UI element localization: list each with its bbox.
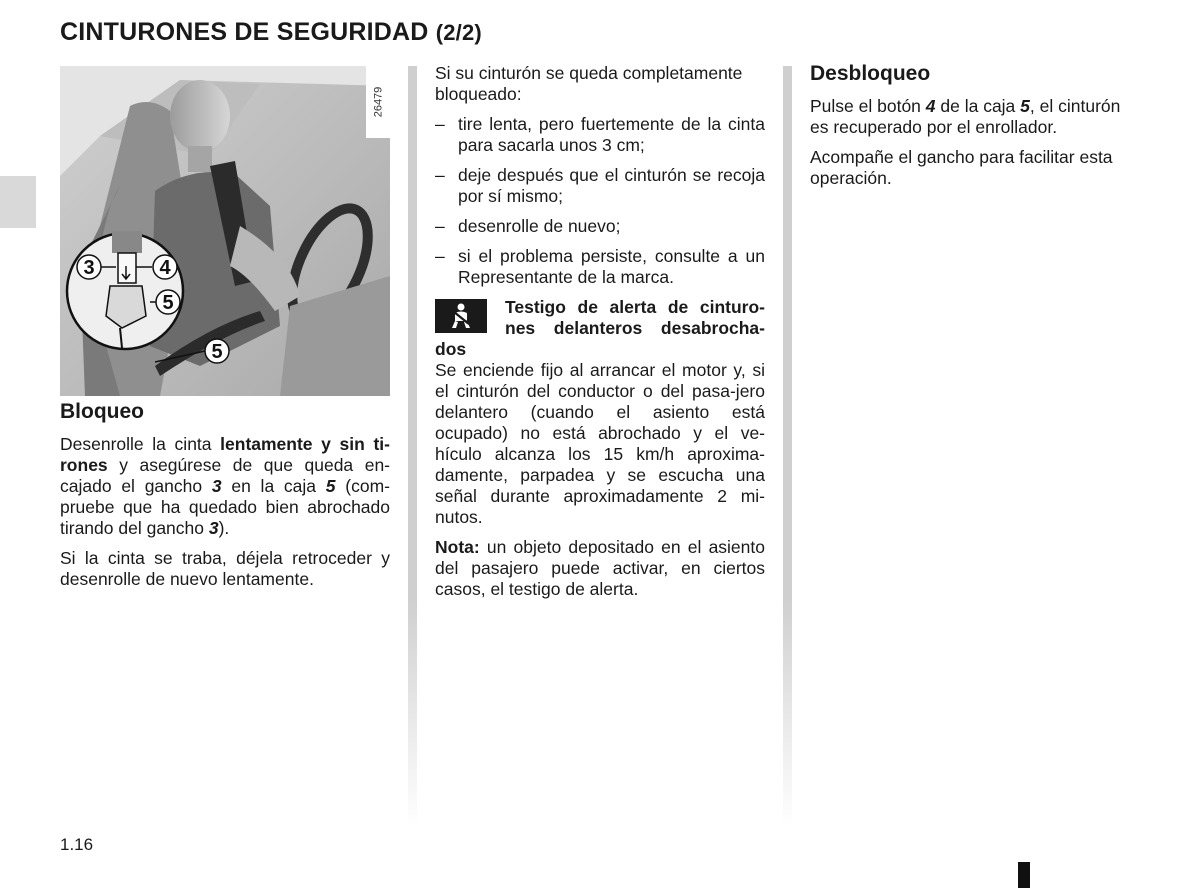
note-paragraph — [435, 537, 765, 600]
bloqueo-paragraph-2: Si la cinta se traba, déjela retroceder y desenrolle de nuevo lentamente. — [60, 548, 390, 589]
hook-ref: 3 — [208, 518, 219, 538]
list-item — [435, 216, 765, 237]
figure-code-text: 26479 — [372, 86, 384, 118]
callout-label-5-main: 5 — [211, 341, 223, 363]
section-heading-desbloqueo: Desbloqueo — [810, 62, 931, 85]
blocked-steps-list — [435, 114, 765, 288]
seatbelt-illustration — [60, 66, 390, 396]
note-label: Nota: — [435, 537, 480, 557]
blocked-intro: Si su cinturón se queda completamente bloqueado: — [435, 63, 743, 104]
page-number: 1.16 — [60, 835, 94, 854]
text-span: Pulse el botón — [810, 96, 926, 116]
text-span: de la caja — [935, 96, 1021, 116]
text-span: y asegúrese de que queda en-cajado el gancho — [60, 455, 390, 496]
middle-column — [435, 63, 765, 609]
figure-code — [366, 66, 390, 138]
bold-span: lentamente y sin ti-rones — [60, 434, 390, 475]
note-text: un objeto depositado en el asiento del pasajero puede activar, en ciertos casos, el testigo de alerta. — [435, 537, 765, 599]
buckle-ref: 5 — [325, 476, 336, 496]
list-item-text: deje después que el cinturón se recoja por sí mismo; — [458, 165, 765, 206]
dash-marker: – — [435, 246, 445, 266]
page-corner-mark — [1018, 862, 1030, 888]
list-item-text: tire lenta, pero fuertemente de la cinta para sacarla unos 3 cm; — [458, 114, 765, 155]
dash-marker: – — [435, 165, 445, 185]
callout-label-4: 4 — [159, 257, 171, 279]
seatbelt-warning-icon — [435, 299, 487, 333]
list-item-text: si el problema persiste, consulte a un Representante de la marca. — [458, 246, 765, 287]
bloqueo-paragraph-1 — [60, 434, 390, 539]
button-ref: 4 — [925, 96, 936, 116]
desbloqueo-paragraph-1 — [810, 96, 1142, 138]
page-title — [60, 18, 482, 47]
column-divider-right — [783, 66, 792, 826]
list-item — [435, 165, 765, 207]
seatbelt-warning-glyph — [446, 302, 476, 330]
text-span: (com-pruebe que ha quedado bien abrochado tirando del gancho — [60, 476, 390, 538]
warning-title: Testigo de alerta de cinturo-nes delanteros desabrocha-dos — [435, 297, 765, 359]
callout-label-3: 3 — [83, 257, 95, 279]
desbloqueo-paragraph-2: Acompañe el gancho para facilitar esta operación. — [810, 147, 1113, 188]
page-title-text: CINTURONES DE SEGURIDAD — [60, 18, 429, 46]
section-heading-bloqueo: Bloqueo — [60, 400, 144, 423]
page-part: (2/2) — [435, 20, 482, 45]
text-span: en la caja — [221, 476, 326, 496]
hook-ref: 3 — [211, 476, 222, 496]
seatbelt-warning-block — [435, 297, 765, 528]
warning-text: Se enciende fijo al arrancar el motor y, si el cinturón del conductor o del pasa-jero delantero (cuando el asiento está ocupado) no está abrochado y el ve-hículo alcanza los 15 km/h aproxima-damente, parpadea y se escucha una señal durante aproximadamente 2 mi-nutos. — [435, 360, 765, 527]
list-item-text: desenrolle de nuevo; — [458, 216, 621, 236]
list-item — [435, 114, 765, 156]
list-item — [435, 246, 765, 288]
chapter-tab — [0, 176, 36, 228]
column-divider-left — [408, 66, 417, 826]
text-span: ). — [218, 518, 230, 538]
seatbelt-illustration-svg — [60, 66, 390, 396]
buckle-ref: 5 — [1020, 96, 1030, 116]
dash-marker: – — [435, 114, 445, 134]
text-span: , el cinturón es recuperado por el enrollador. — [810, 96, 1121, 137]
dash-marker: – — [435, 216, 445, 236]
left-column — [60, 401, 390, 599]
text-span: Desenrolle la cinta — [60, 434, 221, 454]
callout-label-5-inset: 5 — [162, 292, 174, 314]
right-column — [810, 63, 1142, 198]
